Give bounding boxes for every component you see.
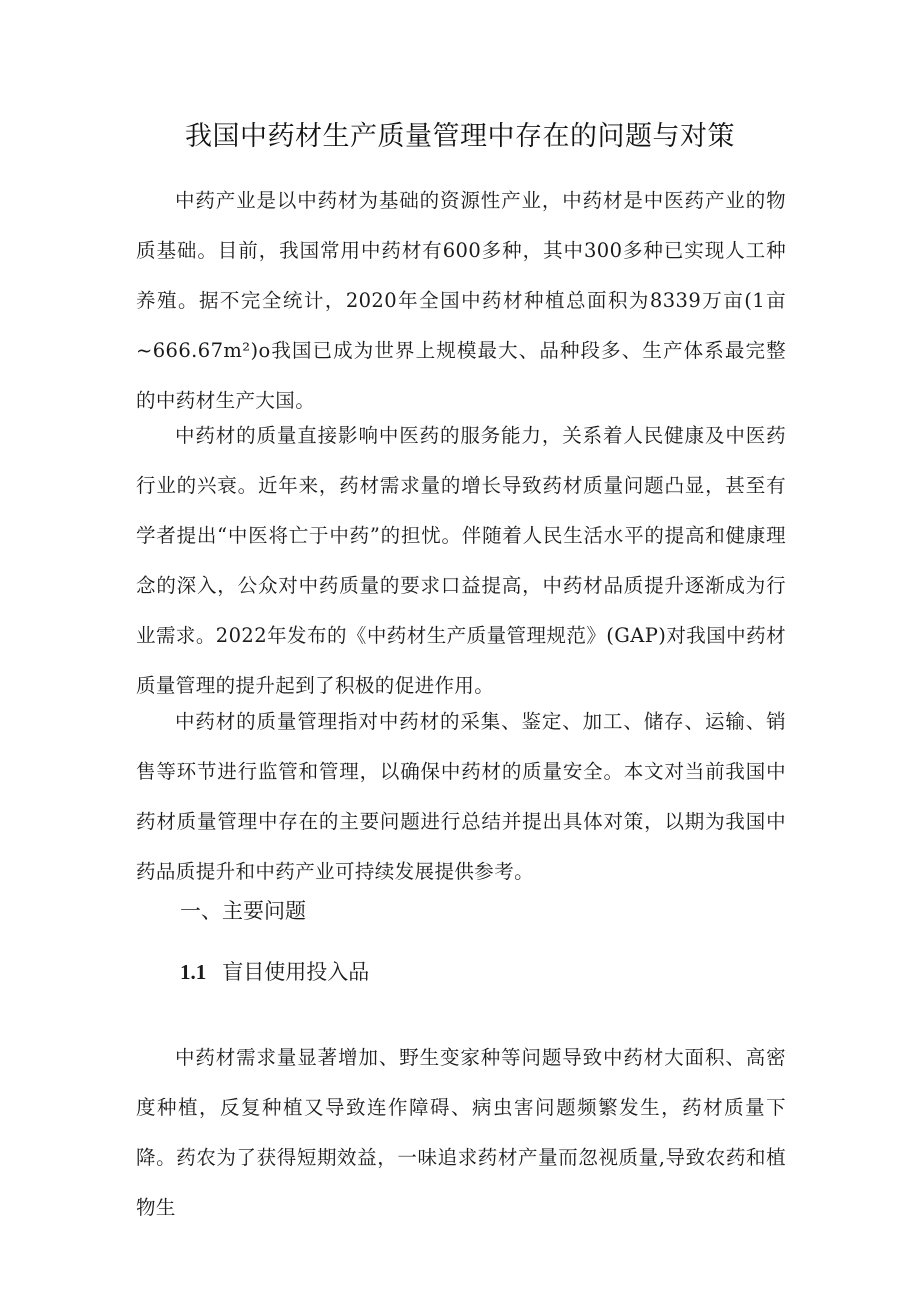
section-heading: 一、主要问题 [180, 899, 306, 923]
subsection-number: 1.1 [180, 960, 207, 984]
paragraph-quality-management: 中药材的质量管理指对中药材的采集、鉴定、加工、储存、运输、销售等环节进行监管和管理，以确保中药材的质量安全。本文对当前我国中药材质量管理中存在的主要问题进行总结并提出具体对策，以期为我国中药品质提升和中药产业可持续发展提供参考。 [136, 710, 786, 883]
paragraph-quality-importance: 中药材的质量直接影响中医药的服务能力，关系着人民健康及中医药行业的兴衰。近年来，药材需求量的增长导致药材质量问题凸显，甚至有学者提出“中医将亡于中药”的担忧。伴随着人民生活水平的提高和健康理念的深入，公众对中药质量的要求口益提高，中药材品质提升逐渐成为行业需求。2022年发布的《中药材生产质量管理规范》(GAP)对我国中药材质量管理的提升起到了积极的促进作用。 [136, 424, 786, 697]
document-title: 我国中药材生产质量管理中存在的问题与对策 [185, 121, 735, 152]
subsection-heading [180, 956, 369, 986]
paragraph-subsection-body: 中药材需求量显著增加、野生变家种等问题导致中药材大面积、高密度种植，反复种植又导致连作障碍、病虫害问题频繁发生，药材质量下降。药农为了获得短期效益，一味追求药材产量而忽视质量,导致农药和植物生 [136, 1046, 786, 1219]
paragraph-intro: 中药产业是以中药材为基础的资源性产业，中药材是中医药产业的物质基础。目前，我国常用中药材有600多种，其中300多种已实现人工种养殖。据不完全统计，2020年全国中药材种植总面积为8339万亩(1亩~666.67m²)o我国已成为世界上规模最大、品种段多、生产体系最完整的中药材生产大国。 [136, 189, 786, 412]
subsection-title: 盲目使用投入品 [222, 960, 370, 984]
